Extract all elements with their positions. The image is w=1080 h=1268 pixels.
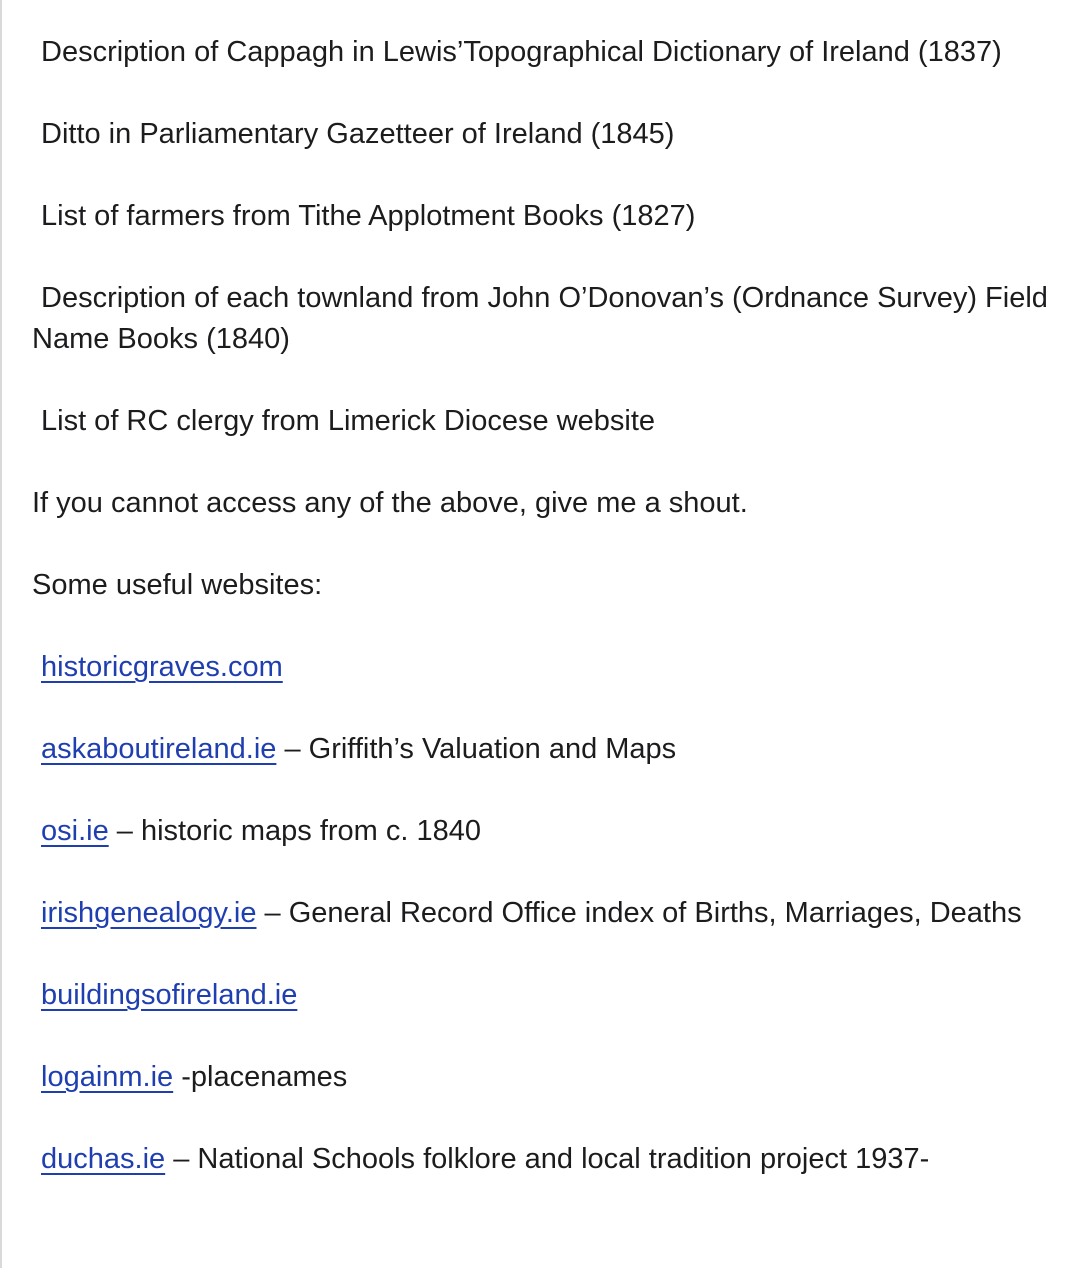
website-desc: – General Record Office index of Births, Marriages, Deaths: [256, 897, 1022, 929]
website-item-historicgraves: [32, 647, 1062, 688]
website-desc: -placenames: [173, 1061, 348, 1093]
source-item-odonovan: Description of each townland from John O’Donovan’s (Ordnance Survey) Field Name Books (1840): [32, 282, 1048, 355]
link-irishgenealogy[interactable]: irishgenealogy.ie: [41, 897, 257, 929]
website-desc: – Griffith’s Valuation and Maps: [276, 733, 677, 765]
website-item-buildingsofireland: [32, 975, 1062, 1016]
link-buildingsofireland[interactable]: buildingsofireland.ie: [41, 979, 298, 1011]
website-item-askaboutireland: [32, 729, 1062, 770]
link-askaboutireland[interactable]: askaboutireland.ie: [41, 733, 277, 765]
link-duchas[interactable]: duchas.ie: [41, 1143, 166, 1175]
website-item-duchas: [32, 1139, 1062, 1180]
link-logainm[interactable]: logainm.ie: [41, 1061, 174, 1093]
source-item-lewis: Description of Cappagh in Lewis’Topographical Dictionary of Ireland (1837): [41, 36, 1002, 68]
access-notice: If you cannot access any of the above, give me a shout.: [32, 487, 748, 519]
left-border: [0, 0, 2, 1268]
source-item-clergy: List of RC clergy from Limerick Diocese website: [41, 405, 656, 437]
website-item-logainm: [32, 1057, 1062, 1098]
link-osi[interactable]: osi.ie: [41, 815, 109, 847]
article-body: [32, 32, 1062, 1221]
websites-heading: Some useful websites:: [32, 569, 323, 601]
website-item-irishgenealogy: [32, 893, 1062, 934]
website-desc: – historic maps from c. 1840: [108, 815, 482, 847]
website-item-osi: [32, 811, 1062, 852]
link-historicgraves[interactable]: historicgraves.com: [41, 651, 283, 683]
source-item-tithe: List of farmers from Tithe Applotment Books (1827): [41, 200, 696, 232]
website-desc: – National Schools folklore and local tradition project 1937-: [165, 1143, 930, 1175]
source-item-gazetteer: Ditto in Parliamentary Gazetteer of Ireland (1845): [41, 118, 675, 150]
